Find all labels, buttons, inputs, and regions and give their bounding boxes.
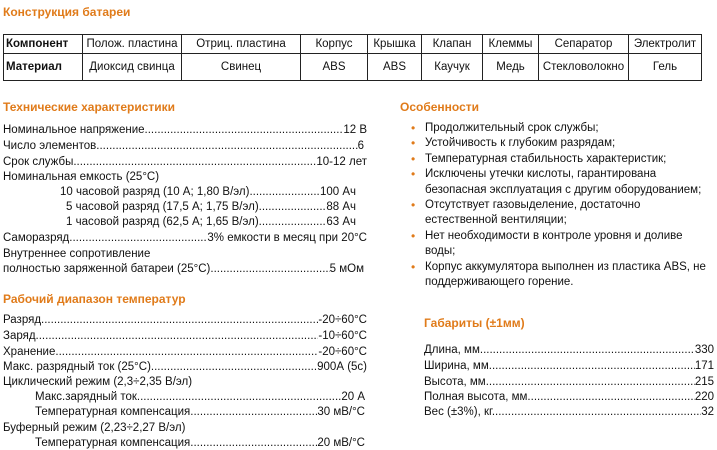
leader-dots (41, 313, 318, 328)
spec-value: 900А (5с) (317, 361, 367, 373)
table-cell: Корпус (301, 35, 368, 54)
spec-value: 220 (694, 391, 714, 403)
spec-value: 20 мВ/°C (317, 437, 365, 449)
dim-width (424, 359, 714, 374)
spec-service-life (3, 155, 367, 170)
bullet-icon: • (411, 167, 416, 182)
spec-label: Макс.зарядный ток (35, 391, 137, 403)
table-header-cell: Компонент (4, 35, 83, 54)
list-item (411, 229, 711, 260)
table-cell: Электролит (629, 35, 702, 54)
spec-label: Саморазряд (3, 232, 70, 244)
leader-dots (137, 390, 341, 405)
spec-label: 5 часовой разряд (17,5 А; 1,75 В/эл) (66, 201, 259, 213)
bullet-icon: • (411, 228, 416, 243)
table-row (4, 54, 702, 81)
leader-dots (489, 375, 695, 390)
spec-label: полностью заряженной батареи (25°C) (3, 263, 211, 275)
features-heading: Особенности (400, 100, 480, 114)
spec-value: -10÷60°C (318, 330, 367, 342)
temp-buffer-title: Буферный режим (2,23÷2,27 В/эл) (3, 422, 186, 434)
bullet-icon: • (411, 198, 416, 213)
bullet-icon: • (411, 136, 416, 151)
construction-heading: Конструкция батареи (3, 5, 131, 19)
dim-length (424, 343, 714, 358)
spec-label: Хранение (3, 346, 56, 358)
temp-cyclic-compensation (35, 405, 365, 420)
spec-self-discharge (3, 231, 367, 246)
spec-label: Полная высота, мм. (424, 391, 531, 403)
spec-resistance-title: Внутреннее сопротивление (3, 248, 151, 260)
spec-rate-1 (66, 215, 356, 230)
list-item (411, 260, 711, 291)
spec-label: Ширина, мм. (424, 360, 492, 372)
spec-value: 3% емкости в месяц при 20°C (207, 232, 367, 244)
feature-text: Нет необходимости в контроле уровня и доливе воды; (425, 229, 683, 258)
spec-value: 10-12 лет (316, 156, 367, 168)
table-row (4, 35, 702, 54)
spec-value: 330 (694, 344, 714, 356)
leader-dots (151, 360, 317, 375)
feature-text: Корпус аккумулятора выполнен из пластика ABS, не поддерживающего горение. (425, 260, 706, 289)
spec-label: Заряд (3, 330, 36, 342)
leader-dots (495, 405, 701, 420)
table-cell: Диоксид свинца (83, 54, 182, 81)
spec-value: 88 Ач (326, 201, 356, 213)
spec-resistance (3, 262, 364, 277)
leader-dots (55, 345, 318, 360)
feature-text: Продолжительный срок службы; (425, 122, 599, 134)
technical-heading: Технические характеристики (3, 100, 176, 114)
table-cell: Отриц. пластина (182, 35, 301, 54)
leader-dots (249, 185, 320, 200)
leader-dots (73, 155, 316, 170)
table-cell: Медь (483, 54, 539, 81)
bullet-icon: • (411, 151, 416, 166)
feature-text: Температурная стабильность характеристик; (425, 152, 667, 165)
spec-value: 6 (357, 140, 364, 152)
table-cell: Клапан (422, 35, 483, 54)
list-item (411, 198, 711, 229)
spec-label: Разряд (3, 314, 42, 326)
spec-label: Макс. разрядный ток (25°C) (3, 361, 151, 373)
construction-table (3, 34, 702, 81)
temp-storage (3, 345, 367, 360)
spec-label: Температурная компенсация (35, 406, 191, 418)
spec-value: -20÷60°C (318, 314, 367, 326)
spec-capacity-title: Номинальная емкость (25°C) (3, 171, 160, 183)
table-cell: Крышка (368, 35, 422, 54)
table-cell: Клеммы (483, 35, 539, 54)
spec-rate-10 (60, 185, 356, 200)
spec-value: 32 (701, 406, 714, 418)
spec-label: Температурная компенсация (35, 437, 191, 449)
spec-label: 10 часовой разряд (10 А; 1,80 В/эл) (60, 186, 250, 198)
spec-value: 171 (694, 360, 714, 372)
spec-value: 20 А (341, 391, 365, 403)
leader-dots (483, 343, 695, 358)
table-cell: Стекловолокно (539, 54, 629, 81)
leader-dots (190, 405, 317, 420)
table-cell: ABS (368, 54, 422, 81)
spec-nominal-voltage (3, 123, 367, 138)
list-item (411, 136, 711, 151)
temp-range-heading: Рабочий диапазон температур (3, 292, 186, 306)
spec-value: 5 мОм (329, 263, 364, 275)
feature-text: Устойчивость к глубоким разрядам; (425, 137, 616, 150)
table-cell: Сепаратор (539, 35, 629, 54)
spec-label: Срок службы (3, 156, 74, 168)
list-item (411, 121, 711, 136)
leader-dots (145, 123, 344, 138)
table-cell: Свинец (182, 54, 301, 81)
temp-cyclic-max-charge (35, 390, 365, 405)
spec-cells (3, 139, 364, 154)
table-cell: Полож. пластина (83, 35, 182, 54)
temp-max-discharge (3, 360, 367, 375)
spec-value: 63 Ач (326, 216, 356, 228)
dim-height (424, 375, 714, 390)
spec-label: Длина, мм. (424, 344, 484, 356)
spec-value: 215 (694, 376, 714, 388)
temp-discharge (3, 313, 367, 328)
spec-value: 30 мВ/°C (317, 406, 365, 418)
leader-dots (210, 262, 329, 277)
spec-value: 100 Ач (319, 186, 356, 198)
list-item (411, 167, 711, 198)
leader-dots (96, 139, 357, 154)
leader-dots (36, 329, 319, 344)
spec-label: Номинальное напряжение (3, 124, 145, 136)
features-list (411, 121, 711, 290)
bullet-icon: • (411, 121, 416, 135)
temp-charge (3, 329, 367, 344)
spec-label: 1 часовой разряд (62,5 А; 1,65 В/эл) (66, 216, 259, 228)
leader-dots (492, 359, 695, 374)
feature-text: Исключены утечки кислоты, гарантирована безопасная эксплуатация с другим оборудованием; (425, 168, 702, 196)
spec-label: Высота, мм. (424, 376, 489, 388)
leader-dots (531, 390, 695, 405)
table-cell: Гель (629, 54, 702, 81)
temp-cyclic-title: Циклический режим (2,3÷2,35 В/эл) (3, 376, 193, 388)
table-header-cell: Материал (4, 54, 83, 81)
temp-buffer-compensation (35, 436, 365, 450)
leader-dots (69, 231, 207, 246)
bullet-icon: • (411, 259, 416, 274)
spec-label: Число элементов (3, 140, 97, 152)
leader-dots (190, 436, 317, 450)
leader-dots (259, 215, 327, 230)
leader-dots (259, 200, 327, 215)
feature-text: Отсутствует газовыделение, достаточно естественной вентиляции; (425, 199, 641, 227)
dim-full-height (424, 390, 714, 405)
spec-value: 12 В (343, 124, 367, 136)
spec-value: -20÷60°C (318, 346, 367, 358)
table-cell: ABS (301, 54, 368, 81)
list-item (411, 152, 711, 167)
table-cell: Каучук (422, 54, 483, 81)
dimensions-heading: Габариты (±1мм) (424, 316, 525, 330)
spec-label: Вес (±3%), кг. (424, 406, 496, 418)
spec-rate-5 (66, 200, 356, 215)
dim-weight (424, 405, 714, 420)
